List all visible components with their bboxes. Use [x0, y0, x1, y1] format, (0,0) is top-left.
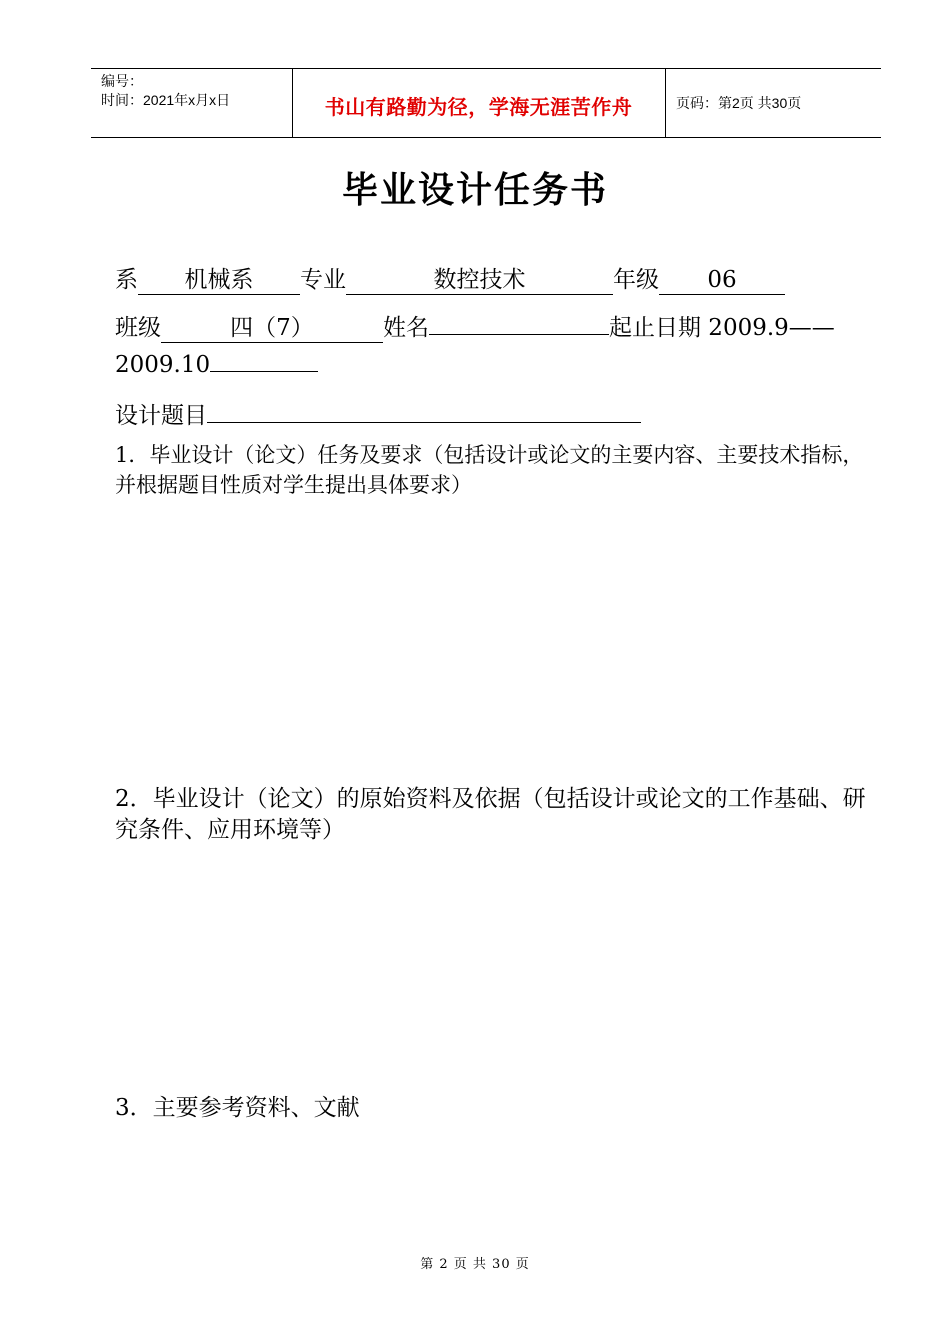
period-label: 起止日期 2009.9—— [609, 315, 835, 341]
period-end-row [115, 352, 318, 378]
dept-field: 机械系 [138, 266, 300, 295]
section-1: 1．毕业设计（论文）任务及要求（包括设计或论文的主要内容、主要技术指标，并根据题目性质对学生提出具体要求） [115, 443, 864, 497]
section-2: 2．毕业设计（论文）的原始资料及依据（包括设计或论文的工作基础、研究条件、应用环境等） [115, 786, 866, 843]
time-label: 时间：2021年x月x日 [101, 92, 231, 108]
grade-label: 年级 [613, 267, 659, 293]
page-footer: 第 2 页 共 30 页 [420, 1257, 530, 1272]
class-field: 四（7） [161, 314, 383, 343]
class-label: 班级 [115, 315, 161, 341]
dept-label: 系 [115, 267, 138, 293]
dept-row [115, 261, 785, 295]
name-field [429, 334, 609, 335]
period-end: 2009.10 [115, 352, 211, 378]
page-header [91, 68, 881, 138]
major-field: 数控技术 [346, 266, 613, 295]
document-title: 毕业设计任务书 [341, 169, 608, 211]
header-page-cell [666, 69, 881, 137]
major-label: 专业 [300, 267, 346, 293]
topic-row [115, 397, 641, 430]
grade-field: 06 [659, 266, 785, 295]
header-info-cell [91, 69, 293, 137]
topic-label: 设计题目 [115, 403, 207, 429]
number-label: 编号： [101, 73, 143, 89]
period-end-blank [210, 371, 318, 372]
header-page-info: 页码：第2页 共30页 [676, 95, 802, 111]
header-motto-cell [292, 69, 666, 137]
motto-text: 书山有路勤为径，学海无涯苦作舟 [324, 95, 633, 119]
topic-field [207, 422, 641, 423]
section-3: 3．主要参考资料、文献 [115, 1095, 360, 1121]
class-row [115, 309, 835, 343]
name-label: 姓名 [383, 315, 429, 341]
